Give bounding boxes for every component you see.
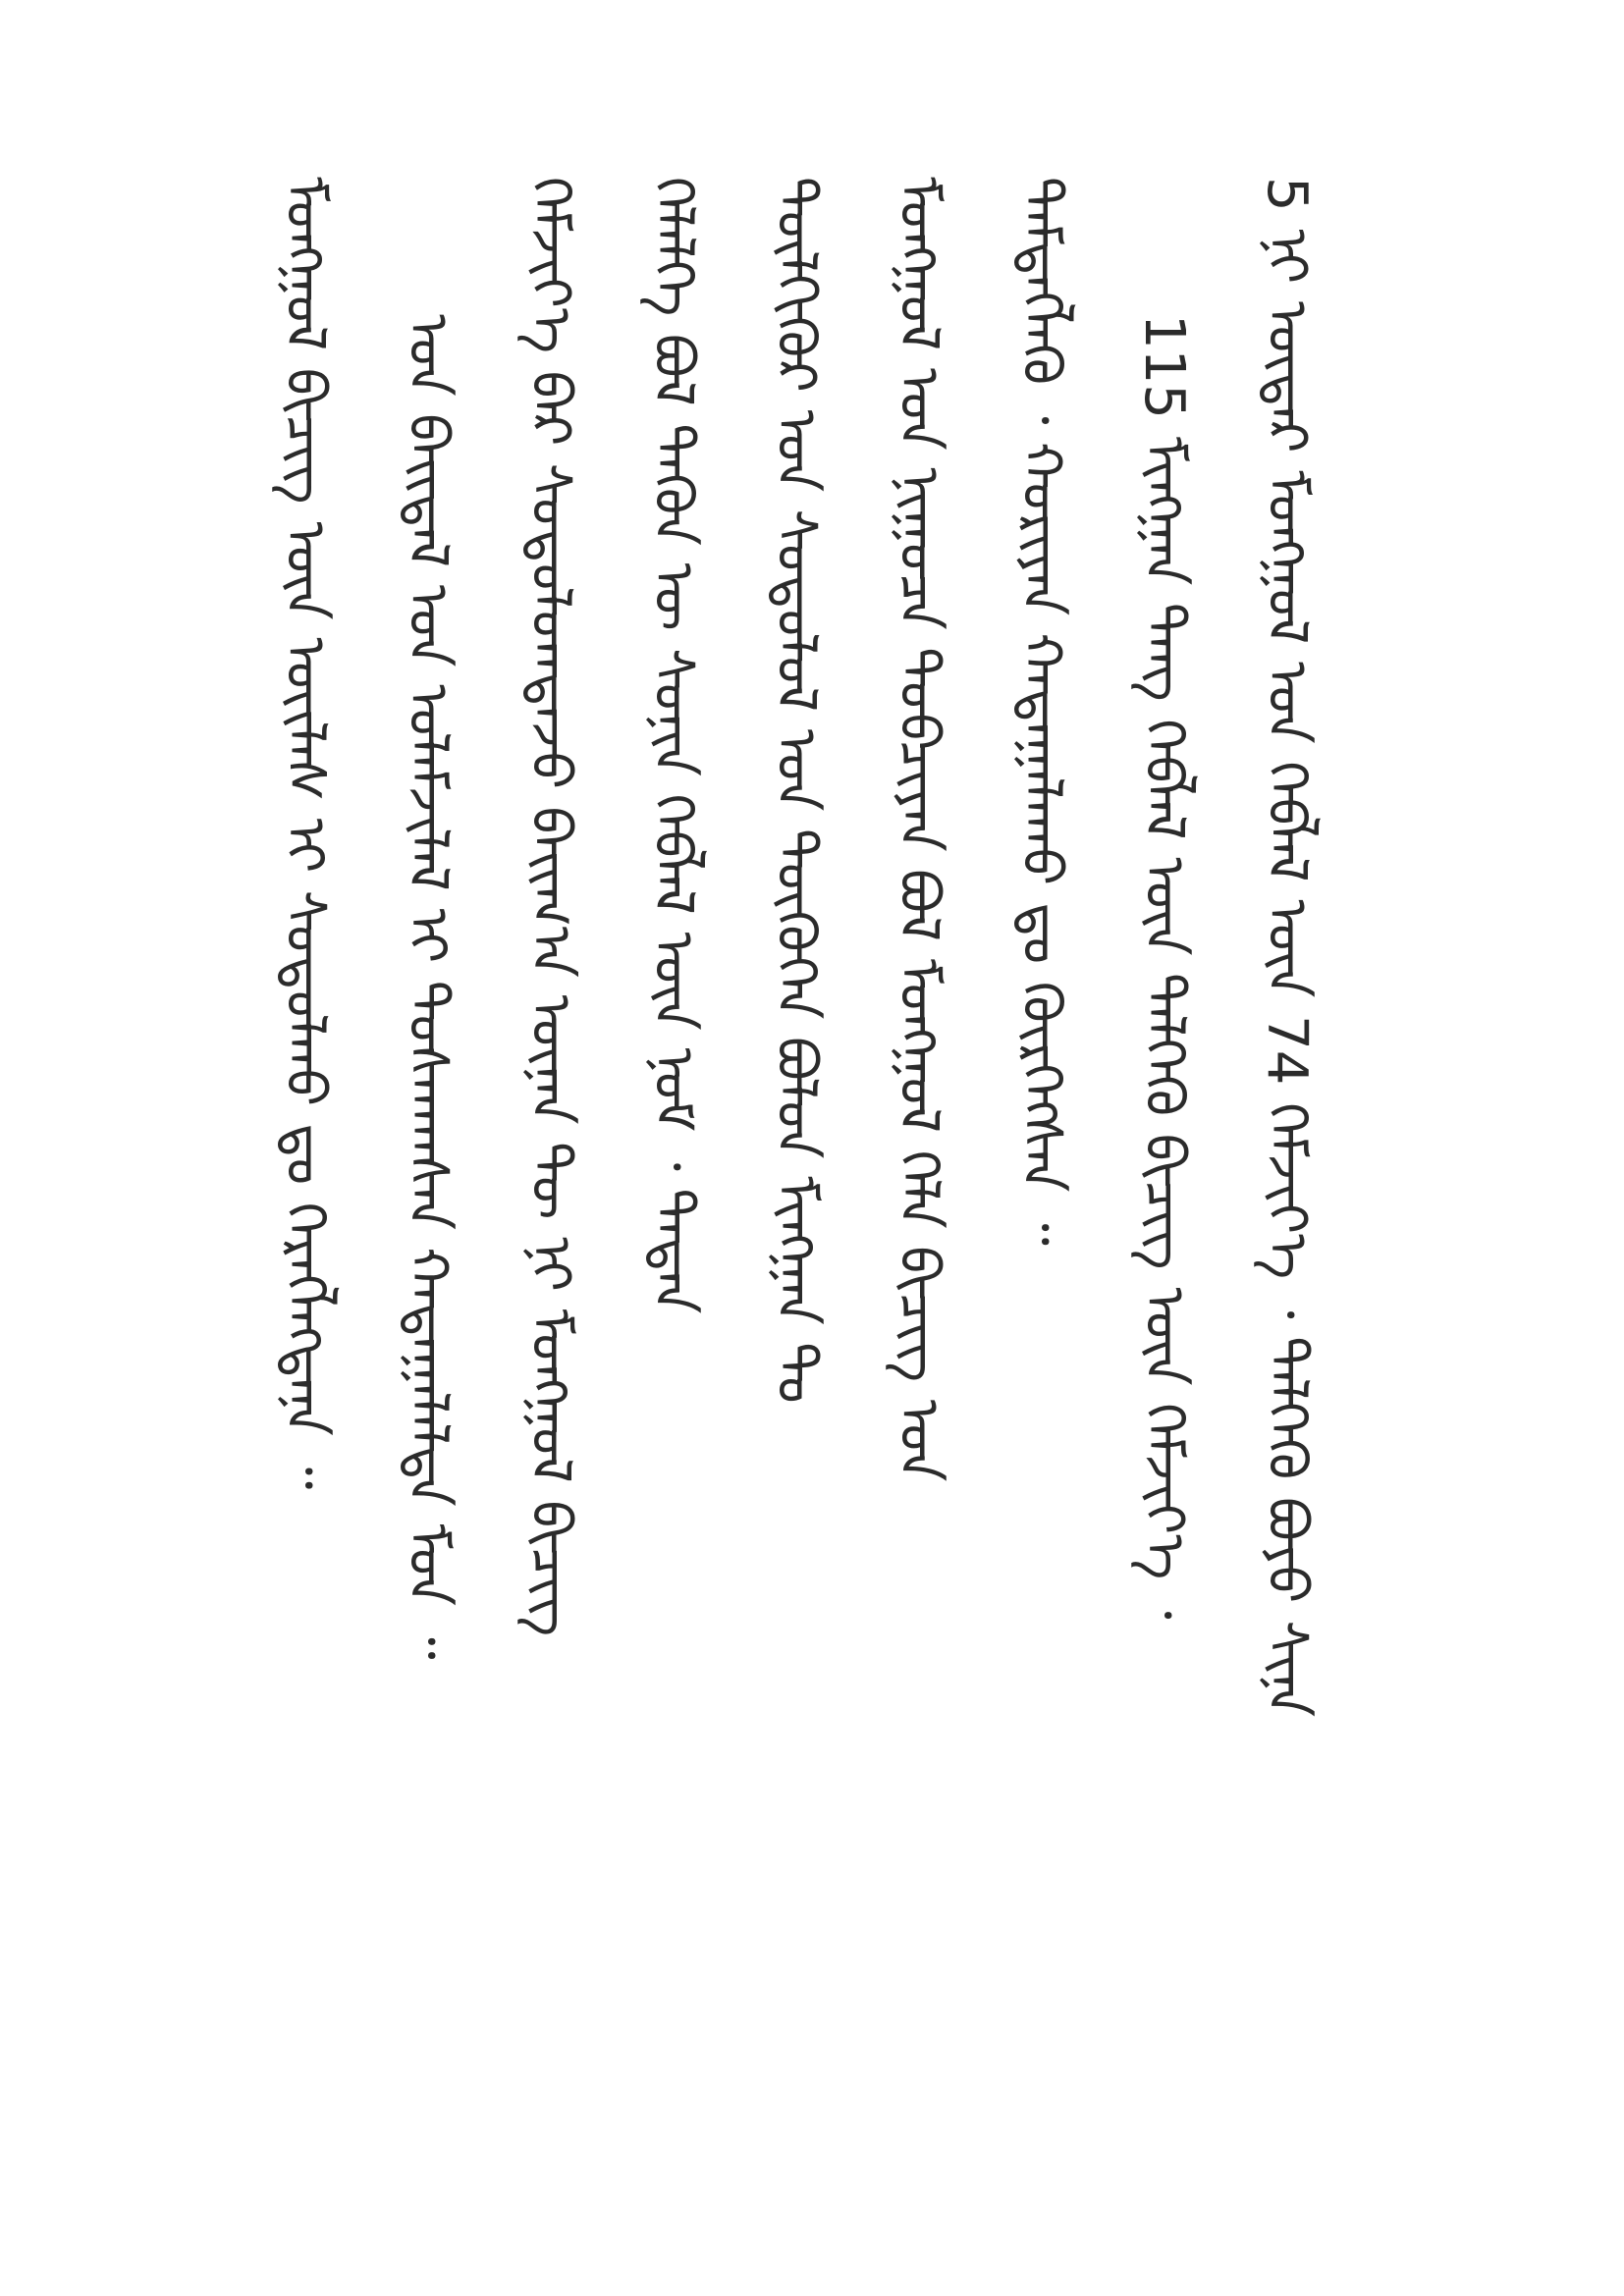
text-line-8: ᠤᠨ ᠪᠠᠢᠳᠠᠯ ᠤᠨ ᠤᠯᠠᠮᠵᠢᠯᠠᠯ ᠢ ᠲᠤᠰᠬᠠᠭᠰᠠᠨ ᠬᠠᠳᠠᠭᠠᠯᠠᠯᠳᠠ ᠮᠤᠨ ᠃ <box>396 314 460 1660</box>
text-line-9: ᠮᠣᠩᠭᠣᠯ ᠪᠢᠴᠢᠭ ᠦᠨ ᠦᠢᠯᠡᠰ ᠢ ᠰᠣᠳᠤᠯᠬᠤ ᠳᠤ ᠬᠡᠷᠡᠭᠯᠡᠭᠳᠡᠨᠡ ᠃ <box>273 177 337 1490</box>
text-line-3: ᠲᠡᠮᠳᠡᠭᠯᠡᠬᠦ ᠂ ᠬᠤᠷᠢᠶᠠᠨ ᠬᠠᠳᠠᠭᠠᠯᠠᠬᠤ ᠳᠤ ᠬᠦᠷᠭᠡᠭᠰᠡᠨ ᠃ <box>1009 177 1073 1246</box>
text-line-6: ᠬᠡᠯᠡᠯᠭᠡ ᠪᠣᠯ ᠲᠡᠭᠦᠨ ᠦ ᠰᠣᠨᠢᠨ ᠬᠡᠪᠯᠡᠯ ᠦᠨ ᠨᠣᠮ ᠂ ᠲᠡᠳᠡᠨ <box>641 177 705 1314</box>
text-line-2: 115 ᠮᠢᠩᠭ᠋ᠠᠨ ᠳᠠᠩ ᠬᠡᠪᠯᠡᠯ ᠦᠨ ᠳᠡᠯᠭᠡᠬᠦ ᠪᠢᠴᠢᠭ ᠦᠨ ᠬᠡᠮᠵᠢᠶ᠎ᠡ ᠂ <box>1132 314 1196 1620</box>
text-line-5: ᠲᠦᠯᠬᠢᠭᠦᠷ ᠤᠨ ᠰᠤᠳᠤᠯᠤᠯ ᠤᠨ ᠲᠦᠭᠦᠬᠡᠨ ᠪᠣᠯᠤᠨ ᠮᠢᠩᠭ᠋ᠠᠨ ᠲᠣ <box>764 177 828 1404</box>
text-line-4: ᠮᠣᠩᠭᠣᠯ ᠤᠨ ᠨᠢᠭᠤᠴᠠ ᠲᠣᠪᠴᠢᠶᠠᠨ ᠪᠣᠯ ᠮᠣᠩᠭᠣᠯ ᠬᠡᠯᠡ ᠪᠢᠴᠢᠭ ᠤᠨ <box>887 177 950 1482</box>
text-line-1: 5 ᠨᠢ ᠦᠳᠡᠷ ᠮᠣᠩᠭᠣᠯ ᠤᠨ ᠬᠡᠪᠯᠡᠯ ᠦᠨ 74 ᠬᠡᠮᠵᠢᠶ᠎ᠡ ᠂ ᠳᠡᠯᠭᠡᠬᠦ ᠪᠤᠶᠤ ᠰᠢᠨᠡ <box>1255 177 1319 1718</box>
mongolian-text-block <box>265 177 1326 2042</box>
text-line-7: ᠬᠡᠮᠵᠢᠶ᠎ᠡ ᠪᠡᠷ ᠰᠤᠳᠤᠯᠤᠭᠳᠠᠵᠤ ᠪᠠᠢᠭ᠎ᠠ ᠦᠨᠡᠨ ᠲᠦ ᠨᠢ ᠮᠣᠩᠭᠣᠯ ᠪᠢᠴᠢᠭ <box>518 177 582 1637</box>
rotated-text-frame <box>265 177 1326 2042</box>
